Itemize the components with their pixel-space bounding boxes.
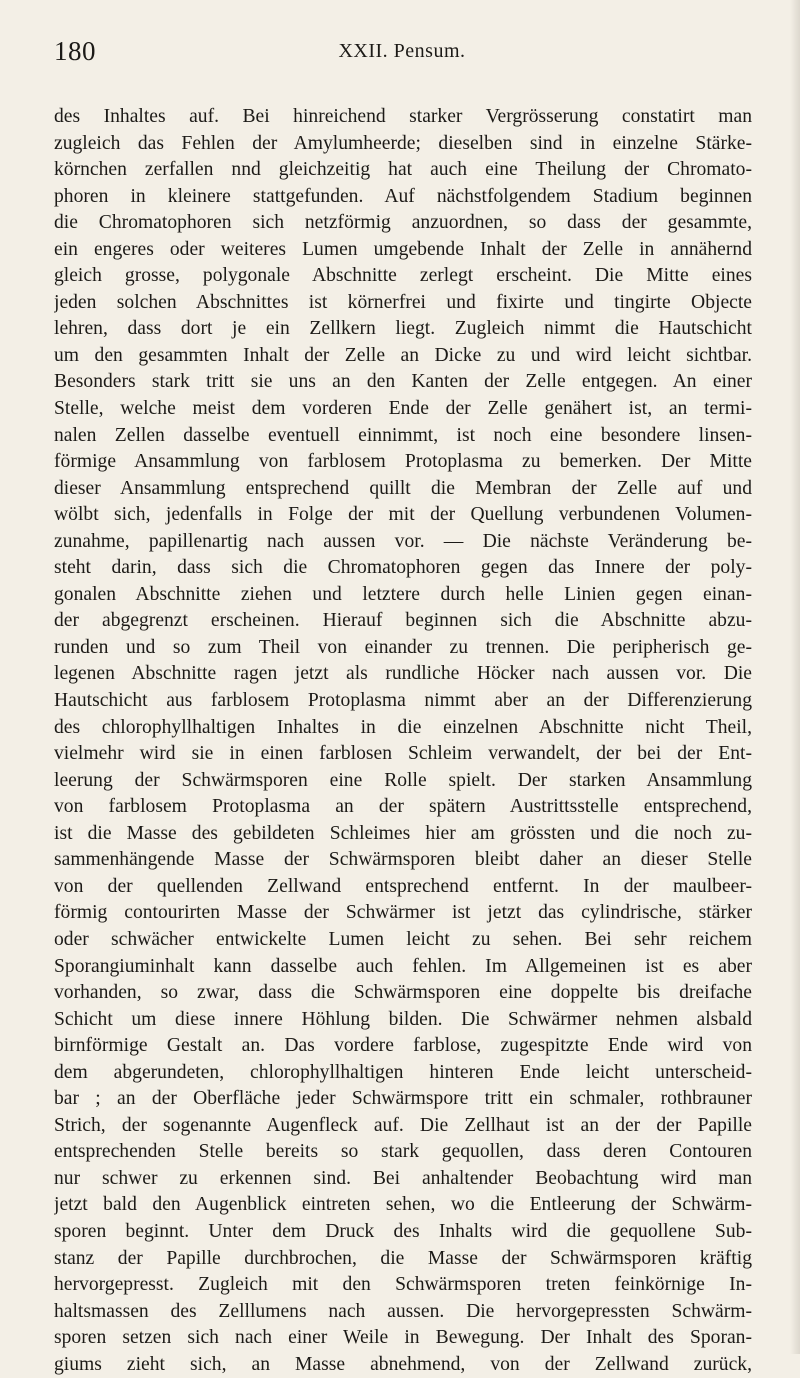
text-line: giums zieht sich, an Masse abnehmend, von der Zellwand zurück,: [54, 1353, 752, 1375]
text-line: lehren, dass dort je ein Zellkern liegt. Zugleich nimmt die Hautschicht: [54, 318, 752, 340]
text-line: Schicht um diese innere Höhlung bilden. Die Schwärmer nehmen alsbald: [54, 1008, 752, 1030]
text-line: dieser Ansammlung entsprechend quillt die Membran der Zelle auf und: [54, 477, 752, 499]
text-line: zugleich das Fehlen der Amylumheerde; dieselben sind in einzelne Stärke-: [54, 132, 752, 154]
text-line: gonalen Abschnitte ziehen und letztere durch helle Linien gegen einan-: [54, 583, 752, 605]
text-line: jeden solchen Abschnittes ist körnerfrei und fixirte und tingirte Objecte: [54, 291, 752, 313]
text-line: Strich, der sogenannte Augenfleck auf. Die Zellhaut ist an der der Papille: [54, 1114, 752, 1136]
text-line: Sporangiuminhalt kann dasselbe auch fehlen. Im Allgemeinen ist es aber: [54, 955, 752, 977]
text-line: nalen Zellen dasselbe eventuell einnimmt, ist noch eine besondere linsen-: [54, 424, 752, 446]
text-line: gleich grosse, polygonale Abschnitte zerlegt erscheint. Die Mitte eines: [54, 265, 752, 287]
text-line: bar ; an der Oberfläche jeder Schwärmspore tritt ein schmaler, rothbrauner: [54, 1088, 752, 1110]
text-line: von der quellenden Zellwand entsprechend entfernt. In der maulbeer-: [54, 875, 752, 897]
text-line: Hautschicht aus farblosem Protoplasma nimmt aber an der Differenzierung: [54, 690, 752, 712]
text-line: steht darin, dass sich die Chromatophoren gegen das Innere der poly-: [54, 557, 752, 579]
text-line: entsprechenden Stelle bereits so stark gequollen, dass deren Contouren: [54, 1141, 752, 1163]
text-line: um den gesammten Inhalt der Zelle an Dicke zu und wird leicht sichtbar.: [54, 344, 752, 366]
text-line: vorhanden, so zwar, dass die Schwärmsporen eine doppelte bis dreifache: [54, 982, 752, 1004]
text-line: haltsmassen des Zelllumens nach aussen. Die hervorgepressten Schwärm-: [54, 1300, 752, 1322]
text-line: Stelle, welche meist dem vorderen Ende der Zelle genähert ist, an termi-: [54, 398, 752, 420]
text-line: runden und so zum Theil von einander zu trennen. Die peripherisch ge-: [54, 636, 752, 658]
text-line: vielmehr wird sie in einen farblosen Schleim verwandelt, der bei der Ent-: [54, 743, 752, 765]
text-line: des chlorophyllhaltigen Inhaltes in die einzelnen Abschnitte nicht Theil,: [54, 716, 752, 738]
page-edge-shadow: [790, 0, 800, 1354]
text-line: birnförmige Gestalt an. Das vordere farblose, zugespitzte Ende wird von: [54, 1035, 752, 1057]
text-line: von farblosem Protoplasma an der spätern Austrittsstelle entsprechend,: [54, 796, 752, 818]
text-line: stanz der Papille durchbrochen, die Masse der Schwärmsporen kräftig: [54, 1247, 752, 1269]
text-line: der abgegrenzt erscheinen. Hierauf beginnen sich die Abschnitte abzu-: [54, 610, 752, 632]
page-number: 180: [54, 36, 96, 66]
text-line: förmig contourirten Masse der Schwärmer ist jetzt das cylindrische, stärker: [54, 902, 752, 924]
body-text: [54, 104, 752, 1378]
text-line: hervorgepresst. Zugleich mit den Schwärmsporen treten feinkörnige In-: [54, 1274, 752, 1296]
text-line: nur schwer zu erkennen sind. Bei anhaltender Beobachtung wird man: [54, 1167, 752, 1189]
text-line: leerung der Schwärmsporen eine Rolle spielt. Der starken Ansammlung: [54, 769, 752, 791]
text-line: phoren in kleinere stattgefunden. Auf nächstfolgendem Stadium beginnen: [54, 185, 752, 207]
text-line: legenen Abschnitte ragen jetzt als rundliche Höcker nach aussen vor. Die: [54, 663, 752, 685]
text-line: sporen beginnt. Unter dem Druck des Inhalts wird die gequollene Sub-: [54, 1220, 752, 1242]
text-line: dem abgerundeten, chlorophyllhaltigen hinteren Ende leicht unterscheid-: [54, 1061, 752, 1083]
text-line: ein engeres oder weiteres Lumen umgebende Inhalt der Zelle in annähernd: [54, 238, 752, 260]
text-line: Besonders stark tritt sie uns an den Kanten der Zelle entgegen. An einer: [54, 371, 752, 393]
text-line: des Inhaltes auf. Bei hinreichend starker Vergrösserung constatirt man: [54, 106, 752, 127]
running-title: XXII. Pensum.: [338, 40, 466, 62]
text-line: körnchen zerfallen nnd gleichzeitig hat auch eine Theilung der Chromato-: [54, 159, 752, 181]
text-line: jetzt bald den Augenblick eintreten sehen, wo die Entleerung der Schwärm-: [54, 1194, 752, 1216]
text-line: wölbt sich, jedenfalls in Folge der mit der Quellung verbundenen Volumen-: [54, 504, 752, 526]
text-line: oder schwächer entwickelte Lumen leicht zu sehen. Bei sehr reichem: [54, 928, 752, 950]
text-line: die Chromatophoren sich netzförmig anzuordnen, so dass der gesammte,: [54, 212, 752, 234]
text-line: sammenhängende Masse der Schwärmsporen bleibt daher an dieser Stelle: [54, 849, 752, 871]
running-head: [54, 36, 750, 76]
text-line: förmige Ansammlung von farblosem Protoplasma zu bemerken. Der Mitte: [54, 451, 752, 473]
text-line: sporen setzen sich nach einer Weile in Bewegung. Der Inhalt des Sporan-: [54, 1327, 752, 1349]
text-line: ist die Masse des gebildeten Schleimes hier am grössten und die noch zu-: [54, 822, 752, 844]
text-line: zunahme, papillenartig nach aussen vor. — Die nächste Veränderung be-: [54, 530, 752, 552]
